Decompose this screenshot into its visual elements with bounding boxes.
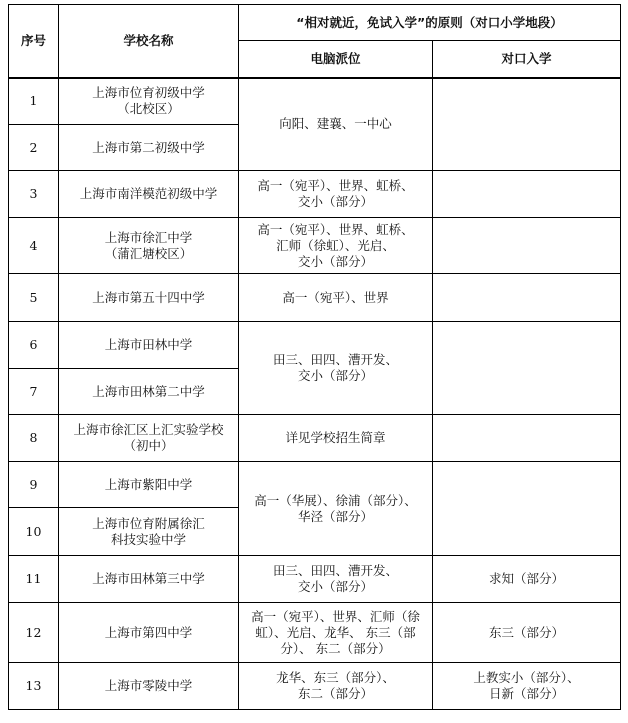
row-seq: 4 — [9, 218, 59, 274]
row-school: 上海市田林第二中学 — [59, 369, 239, 415]
row-computer: 高一（华展）、徐浦（部分）、 华泾（部分） — [239, 462, 433, 556]
row-computer: 详见学校招生简章 — [239, 415, 433, 462]
row-school: 上海市田林第三中学 — [59, 556, 239, 603]
table-row — [9, 171, 621, 218]
row-computer: 高一（宛平）、世界、汇师（徐 虹）、光启、龙华、 东三（部 分）、 东二（部分） — [239, 603, 433, 663]
row-school: 上海市第二初级中学 — [59, 125, 239, 171]
admission-table-container — [8, 4, 621, 710]
row-seq: 1 — [9, 78, 59, 125]
row-school: 上海市紫阳中学 — [59, 462, 239, 508]
row-direct — [433, 274, 621, 322]
admission-table — [8, 4, 621, 710]
header-computer-allocation: 电脑派位 — [239, 41, 433, 78]
row-school: 上海市第四中学 — [59, 603, 239, 663]
row-computer: 高一（宛平）、世界 — [239, 274, 433, 322]
row-direct — [433, 322, 621, 415]
table-row — [9, 663, 621, 710]
row-computer: 田三、田四、漕开发、 交小（部分） — [239, 322, 433, 415]
table-row — [9, 322, 621, 369]
row-direct — [433, 78, 621, 171]
row-seq: 2 — [9, 125, 59, 171]
row-school: 上海市田林中学 — [59, 322, 239, 369]
table-row — [9, 274, 621, 322]
row-direct — [433, 415, 621, 462]
row-seq: 6 — [9, 322, 59, 369]
row-school: 上海市徐汇区上汇实验学校 （初中） — [59, 415, 239, 462]
row-direct: 东三（部分） — [433, 603, 621, 663]
row-computer: 田三、田四、漕开发、 交小（部分） — [239, 556, 433, 603]
header-seq: 序号 — [9, 5, 59, 78]
row-seq: 9 — [9, 462, 59, 508]
row-direct: 求知（部分） — [433, 556, 621, 603]
row-direct — [433, 218, 621, 274]
row-school: 上海市位育初级中学 （北校区） — [59, 78, 239, 125]
row-computer: 高一（宛平）、世界、虹桥、 交小（部分） — [239, 171, 433, 218]
row-seq: 11 — [9, 556, 59, 603]
row-seq: 10 — [9, 508, 59, 556]
row-direct: 上教实小（部分）、 日新（部分） — [433, 663, 621, 710]
row-computer: 高一（宛平）、世界、虹桥、 汇师（徐虹）、光启、 交小（部分） — [239, 218, 433, 274]
table-row — [9, 556, 621, 603]
header-direct-admission: 对口入学 — [433, 41, 621, 78]
row-direct — [433, 171, 621, 218]
table-row — [9, 603, 621, 663]
row-seq: 7 — [9, 369, 59, 415]
header-school-name: 学校名称 — [59, 5, 239, 78]
row-seq: 3 — [9, 171, 59, 218]
table-row — [9, 78, 621, 125]
row-seq: 13 — [9, 663, 59, 710]
row-school: 上海市南洋模范初级中学 — [59, 171, 239, 218]
header-principle: “相对就近，免试入学”的原则（对口小学地段） — [239, 5, 621, 41]
row-seq: 12 — [9, 603, 59, 663]
row-direct — [433, 462, 621, 556]
row-school: 上海市徐汇中学 （蒲汇塘校区） — [59, 218, 239, 274]
table-row — [9, 415, 621, 462]
table-row — [9, 462, 621, 508]
row-seq: 5 — [9, 274, 59, 322]
row-school: 上海市位育附属徐汇 科技实验中学 — [59, 508, 239, 556]
row-computer: 龙华、东三（部分）、 东二（部分） — [239, 663, 433, 710]
table-row — [9, 218, 621, 274]
row-school: 上海市第五十四中学 — [59, 274, 239, 322]
row-seq: 8 — [9, 415, 59, 462]
row-school: 上海市零陵中学 — [59, 663, 239, 710]
row-computer: 向阳、建襄、一中心 — [239, 78, 433, 171]
